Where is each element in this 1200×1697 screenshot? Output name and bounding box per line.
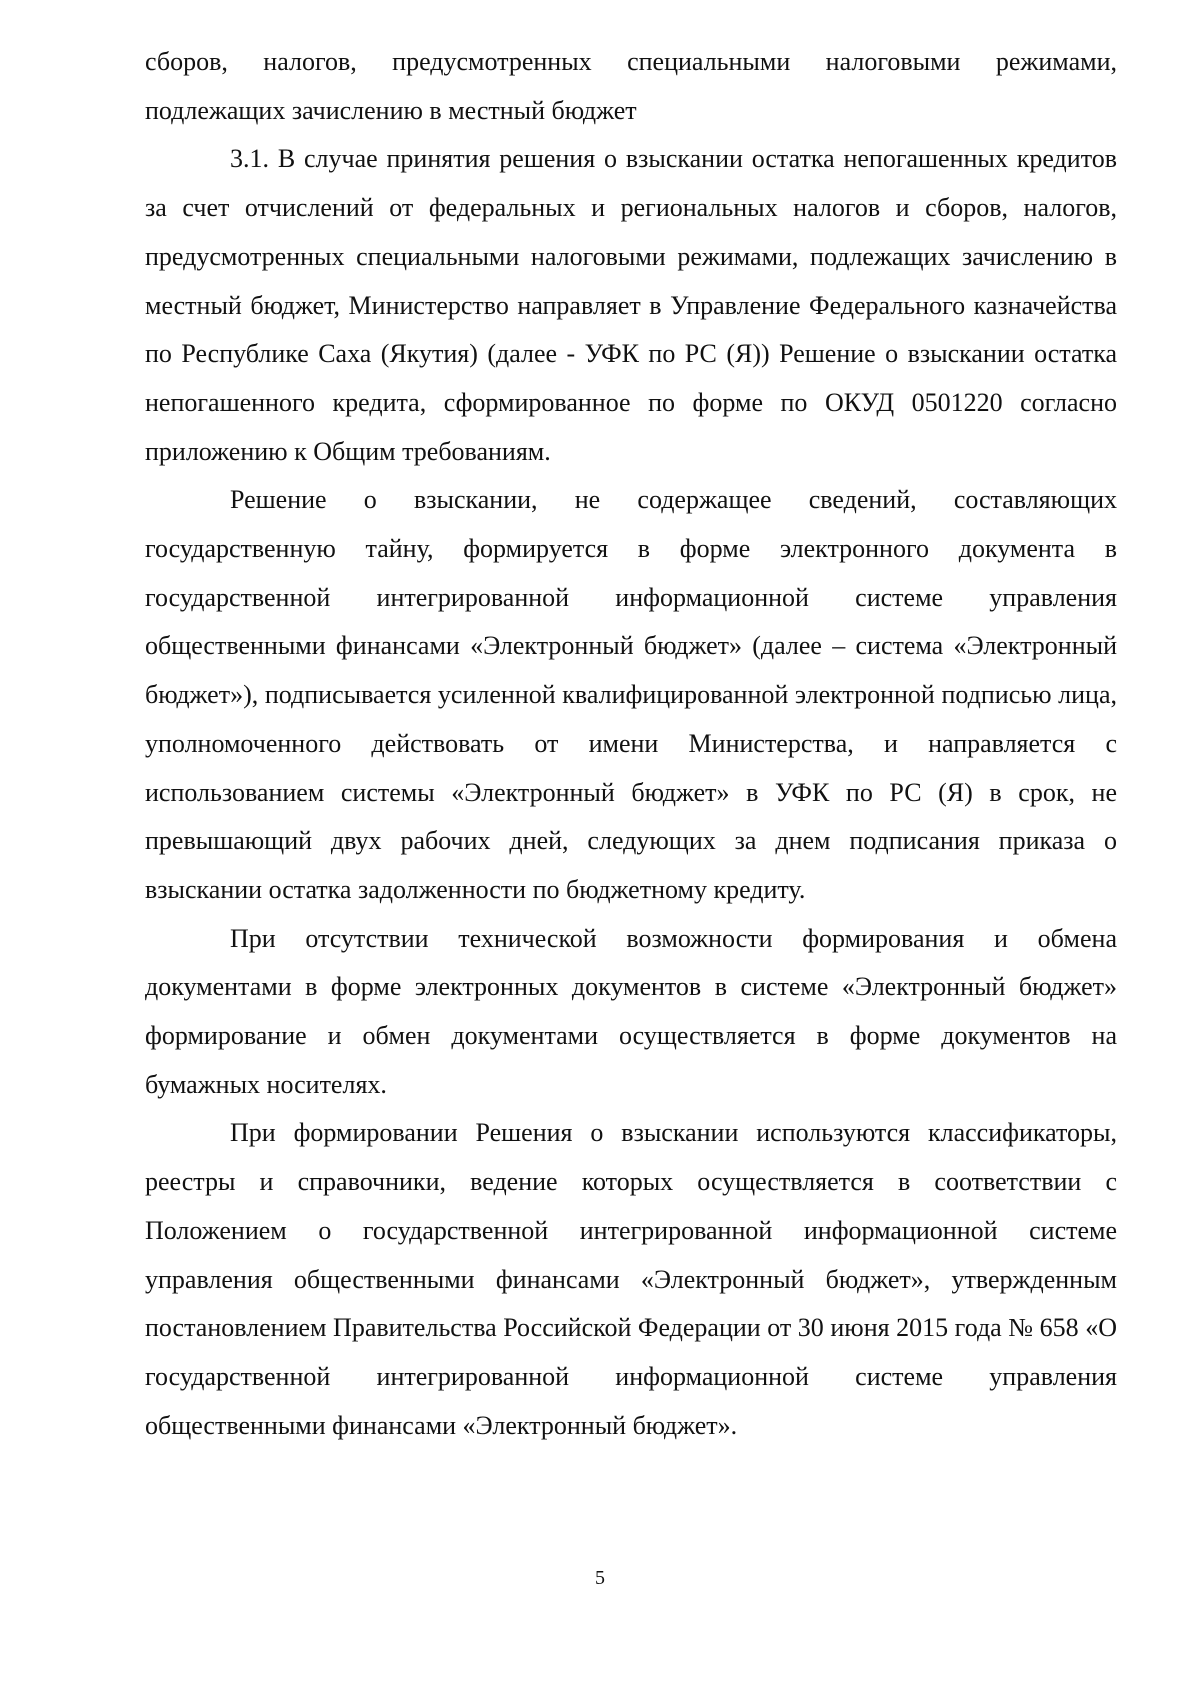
paragraph-paper-documents: При отсутствии технической возможности формирования и обмена документами в форме электронных документов в системе «Электронный бюджет» формирование и обмен документами осуществляется в форме документов на бумажных носителях. xyxy=(145,923,1117,1099)
page-number: 5 xyxy=(595,1567,605,1589)
paragraph-electronic-document: Решение о взыскании, не содержащее сведений, составляющих государственную тайну, формируется в форме электронного документа в государственной интегрированной информационной системе управления общественными финансами «Электронный бюджет» (далее – система «Электронный бюджет»), подписывается усиленной квалифицированной электронной подписью лица, уполномоченного действовать от имени Министерства, и направляется с использованием системы «Электронный бюджет» в УФК по РС (Я) в срок, не превышающий двух рабочих дней, следующих за днем подписания приказа о взыскании остатка задолженности по бюджетному кредиту. xyxy=(145,485,1117,904)
document-body xyxy=(145,38,1117,1450)
paragraph-continuation: сборов, налогов, предусмотренных специальными налоговыми режимами, подлежащих зачислению в местный бюджет xyxy=(145,47,1117,125)
paragraph-classifiers: При формировании Решения о взыскании используются классификаторы, реестры и справочники, ведение которых осуществляется в соответствии с Положением о государственной интегрированной информационной системе управления общественными финансами «Электронный бюджет», утвержденным постановлением Правительства Российской Федерации от 30 июня 2015 года № 658 «О государственной интегрированной информационной системе управления общественными финансами «Электронный бюджет». xyxy=(145,1118,1117,1440)
paragraph-3-1: 3.1. В случае принятия решения о взыскании остатка непогашенных кредитов за счет отчислений от федеральных и региональных налогов и сборов, налогов, предусмотренных специальными налоговыми режимами, подлежащих зачислению в местный бюджет, Министерство направляет в Управление Федерального казначейства по Республике Саха (Якутия) (далее - УФК по РС (Я)) Решение о взыскании остатка непогашенного кредита, сформированное по форме по ОКУД 0501220 согласно приложению к Общим требованиям. xyxy=(145,144,1117,466)
